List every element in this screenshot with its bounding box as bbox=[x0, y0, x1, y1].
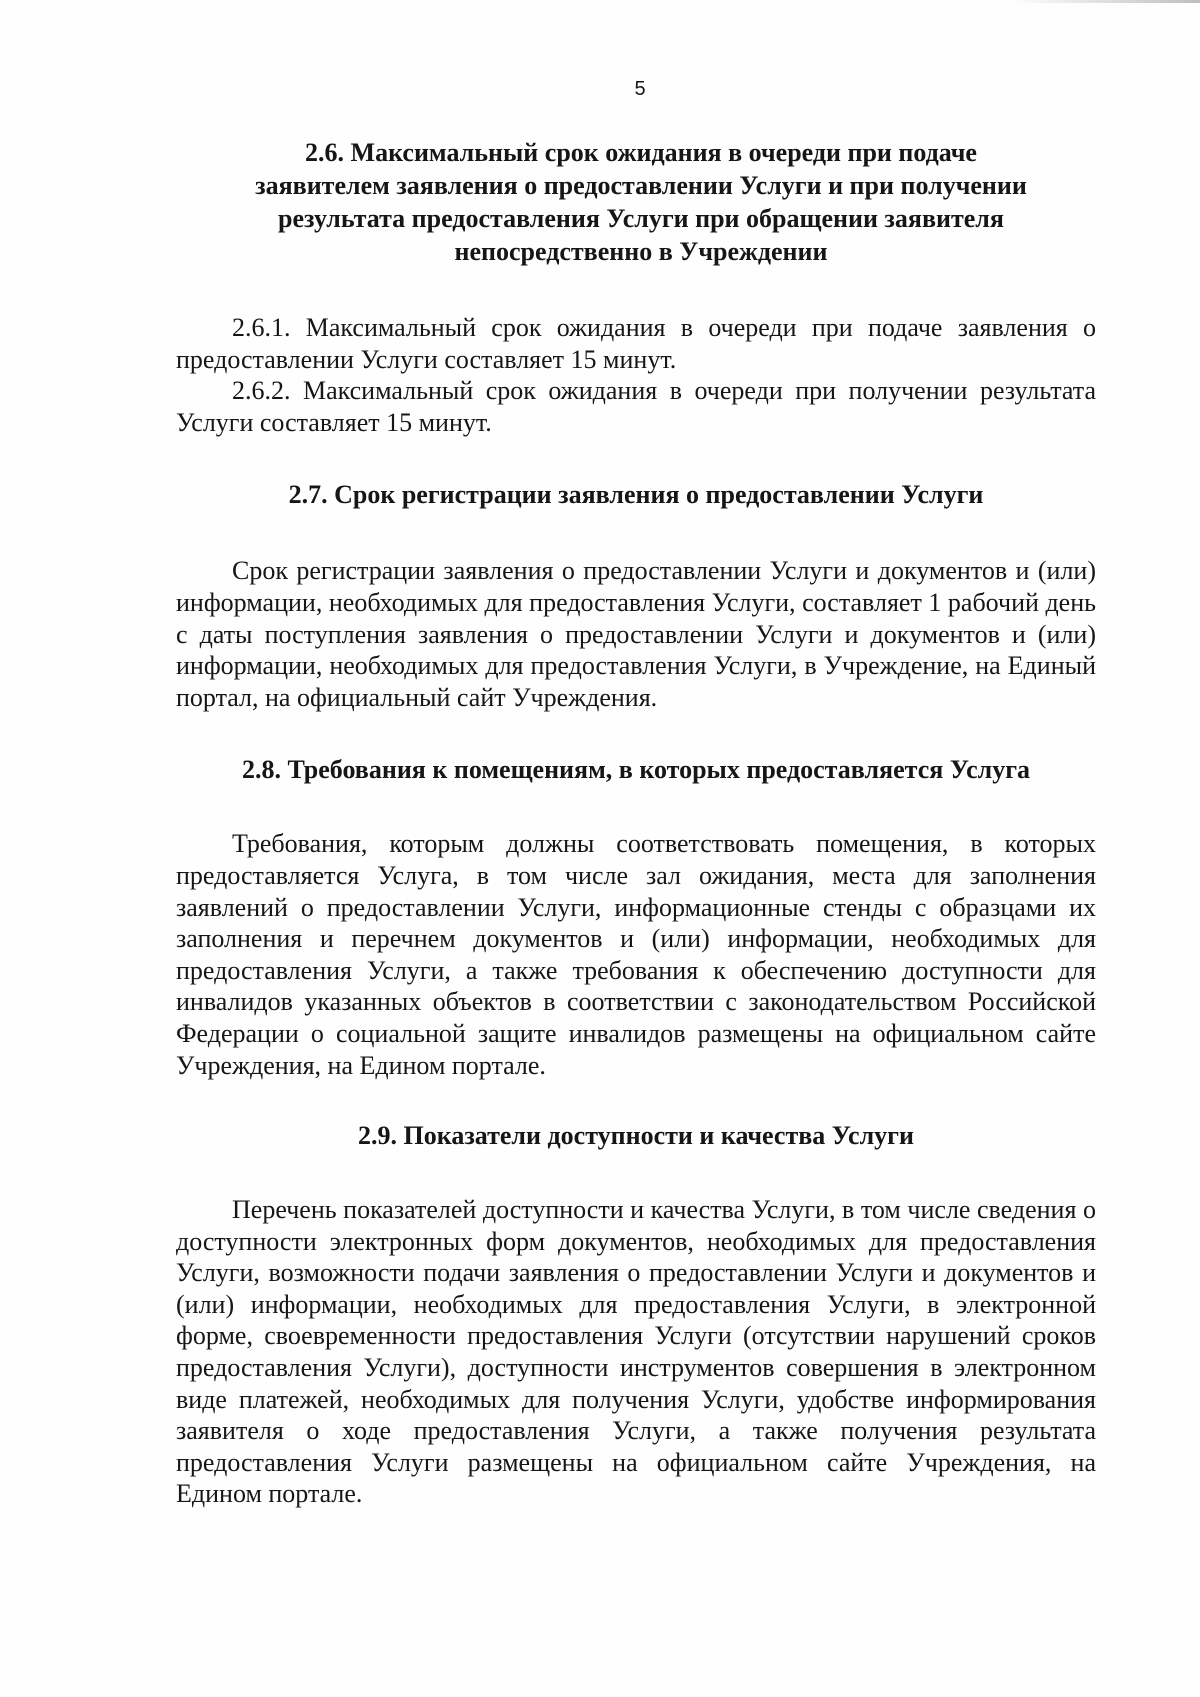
heading-line: непосредственно в Учреждении bbox=[454, 237, 828, 266]
heading-line: заявителем заявления о предоставлении Услуги и при получении bbox=[255, 171, 1027, 200]
heading-line: результата предоставления Услуги при обращении заявителя bbox=[278, 204, 1004, 233]
paragraph-2-6-1: 2.6.1. Максимальный срок ожидания в очереди при подаче заявления о предоставлении Услуги составляет 15 минут. bbox=[176, 313, 1096, 374]
section-2-6-heading bbox=[186, 136, 1096, 268]
scan-edge-mark bbox=[1010, 0, 1200, 3]
section-2-7-heading: 2.7. Срок регистрации заявления о предоставлении Услуги bbox=[288, 480, 984, 510]
paragraph-2-6-2: 2.6.2. Максимальный срок ожидания в очереди при получении результата Услуги составляет 15 минут. bbox=[176, 376, 1096, 437]
document-body bbox=[176, 136, 1096, 1510]
paragraph-2-8: Требования, которым должны соответствовать помещения, в которых предоставляется Услуга, в том числе зал ожидания, места для заполнения заявлений о предоставлении Услуги, информационные стенды с образцами их заполнения и перечнем документов и (или) информации, необходимых для предоставления Услуги, а также требования к обеспечению доступности для инвалидов указанных объектов в соответствии с законодательством Российской Федерации о социальной защите инвалидов размещены на официальном сайте Учреждения, на Едином портале. bbox=[176, 829, 1096, 1080]
paragraph-2-9: Перечень показателей доступности и качества Услуги, в том числе сведения о доступности электронных форм документов, необходимых для предоставления Услуги, возможности подачи заявления о предоставлении Услуги и документов и (или) информации, необходимых для предоставления Услуги, в электронной форме, своевременности предоставления Услуги (отсутствии нарушений сроков предоставления Услуги), доступности инструментов совершения в электронном виде платежей, необходимых для получения Услуги, удобстве информирования заявителя о ходе предоставления Услуги, а также получения результата предоставления Услуги размещены на официальном сайте Учреждения, на Едином портале. bbox=[176, 1195, 1096, 1509]
heading-line: 2.6. Максимальный срок ожидания в очереди при подаче bbox=[305, 138, 977, 167]
page-number: 5 bbox=[634, 78, 646, 100]
section-2-8-heading: 2.8. Требования к помещениям, в которых предоставляется Услуга bbox=[241, 755, 1031, 785]
paragraph-2-7: Срок регистрации заявления о предоставлении Услуги и документов и (или) информации, необходимых для предоставления Услуги, составляет 1 рабочий день с даты поступления заявления о предоставлении Услуги и документов и (или) информации, необходимых для предоставления Услуги, в Учреждение, на Единый портал, на официальный сайт Учреждения. bbox=[176, 556, 1096, 712]
section-2-9-heading: 2.9. Показатели доступности и качества Услуги bbox=[358, 1121, 914, 1151]
